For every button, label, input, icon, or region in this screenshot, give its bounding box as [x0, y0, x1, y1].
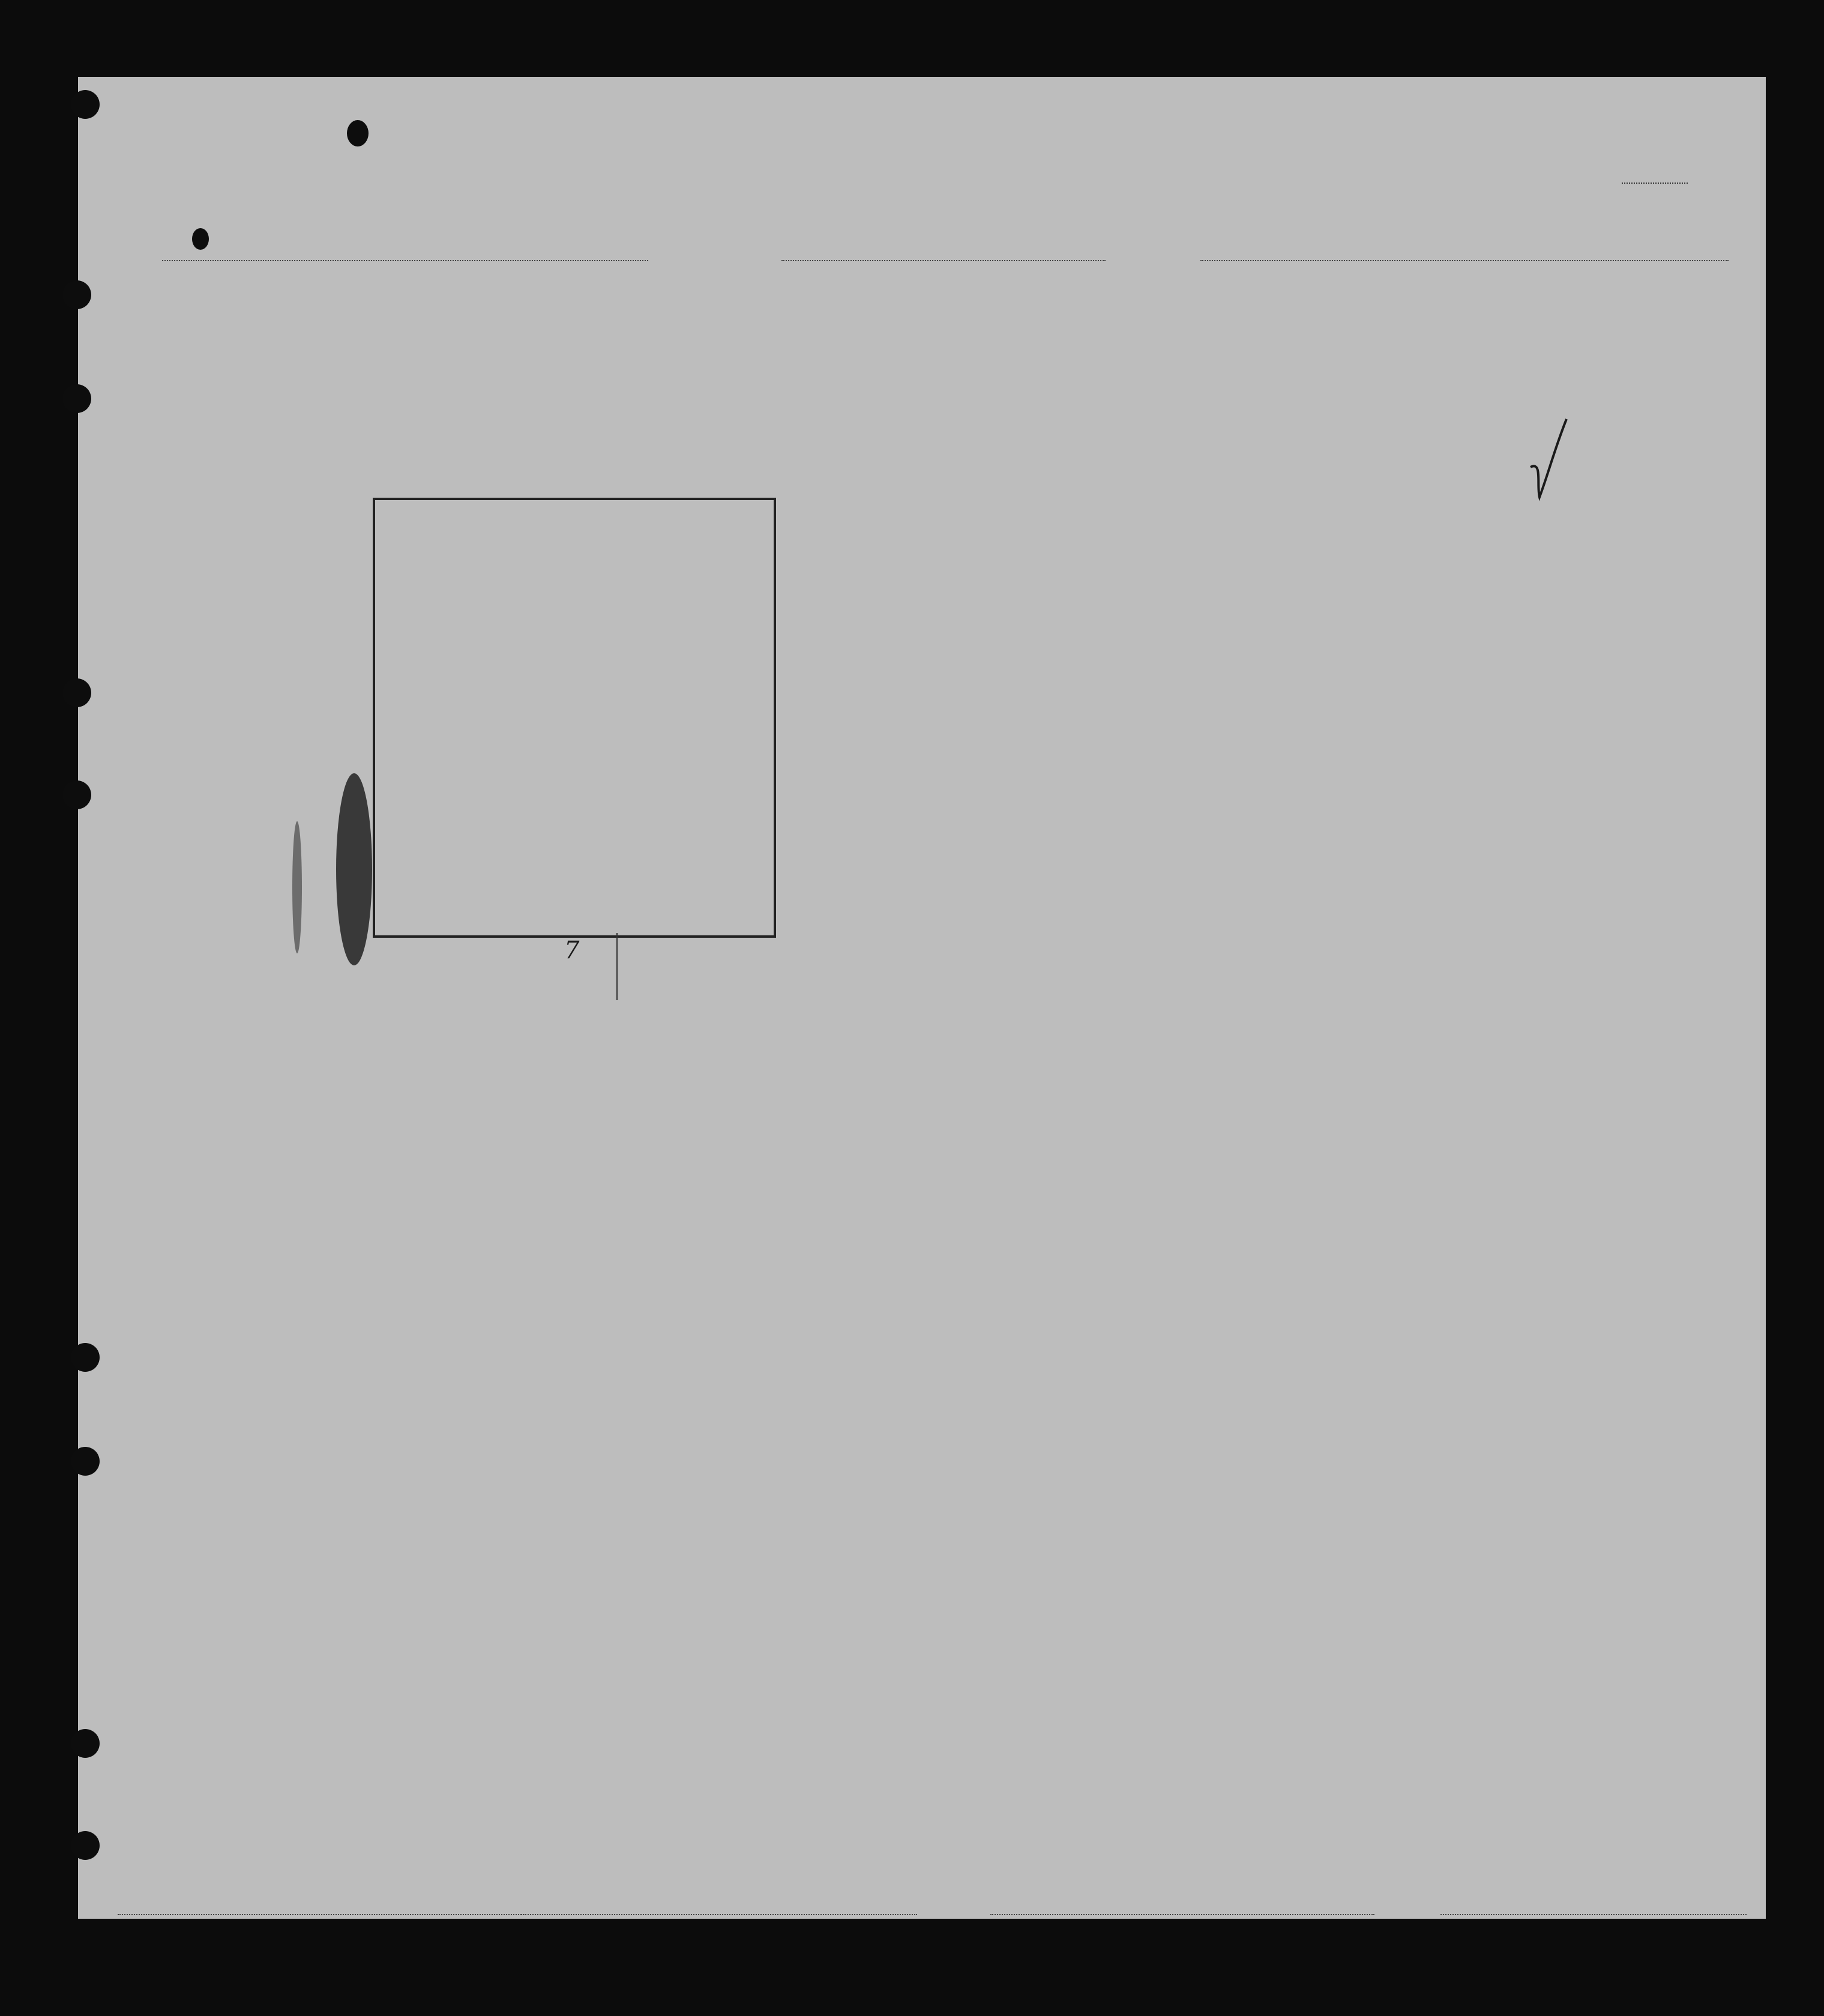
- punch-hole-icon: [192, 228, 209, 250]
- punch-hole-icon: [71, 90, 100, 119]
- punch-hole-icon: [71, 1729, 100, 1758]
- punch-hole-icon: [71, 1343, 100, 1372]
- signature-flourish-icon: [1518, 413, 1573, 503]
- stamp-tariff-mark: 7: [564, 937, 580, 964]
- footer-owners-rule: [521, 1914, 917, 1915]
- punch-hole-icon: [62, 780, 91, 809]
- punch-hole-icon: [62, 678, 91, 707]
- punch-hole-icon: [347, 120, 369, 146]
- stamp-fee-box: [393, 933, 618, 1000]
- punch-hole-icon: [71, 1447, 100, 1476]
- footer-officer-rule: [1440, 1914, 1747, 1915]
- footer-agents-rule: [990, 1914, 1374, 1915]
- punch-hole-icon: [62, 280, 91, 309]
- punch-hole-icon: [71, 1831, 100, 1860]
- visa-stamp: [373, 498, 776, 938]
- manifest-sheet: [78, 77, 1766, 1919]
- punch-hole-icon: [62, 384, 91, 413]
- ink-seal-icon: [129, 737, 405, 1049]
- footer-line-rule: [118, 1914, 526, 1915]
